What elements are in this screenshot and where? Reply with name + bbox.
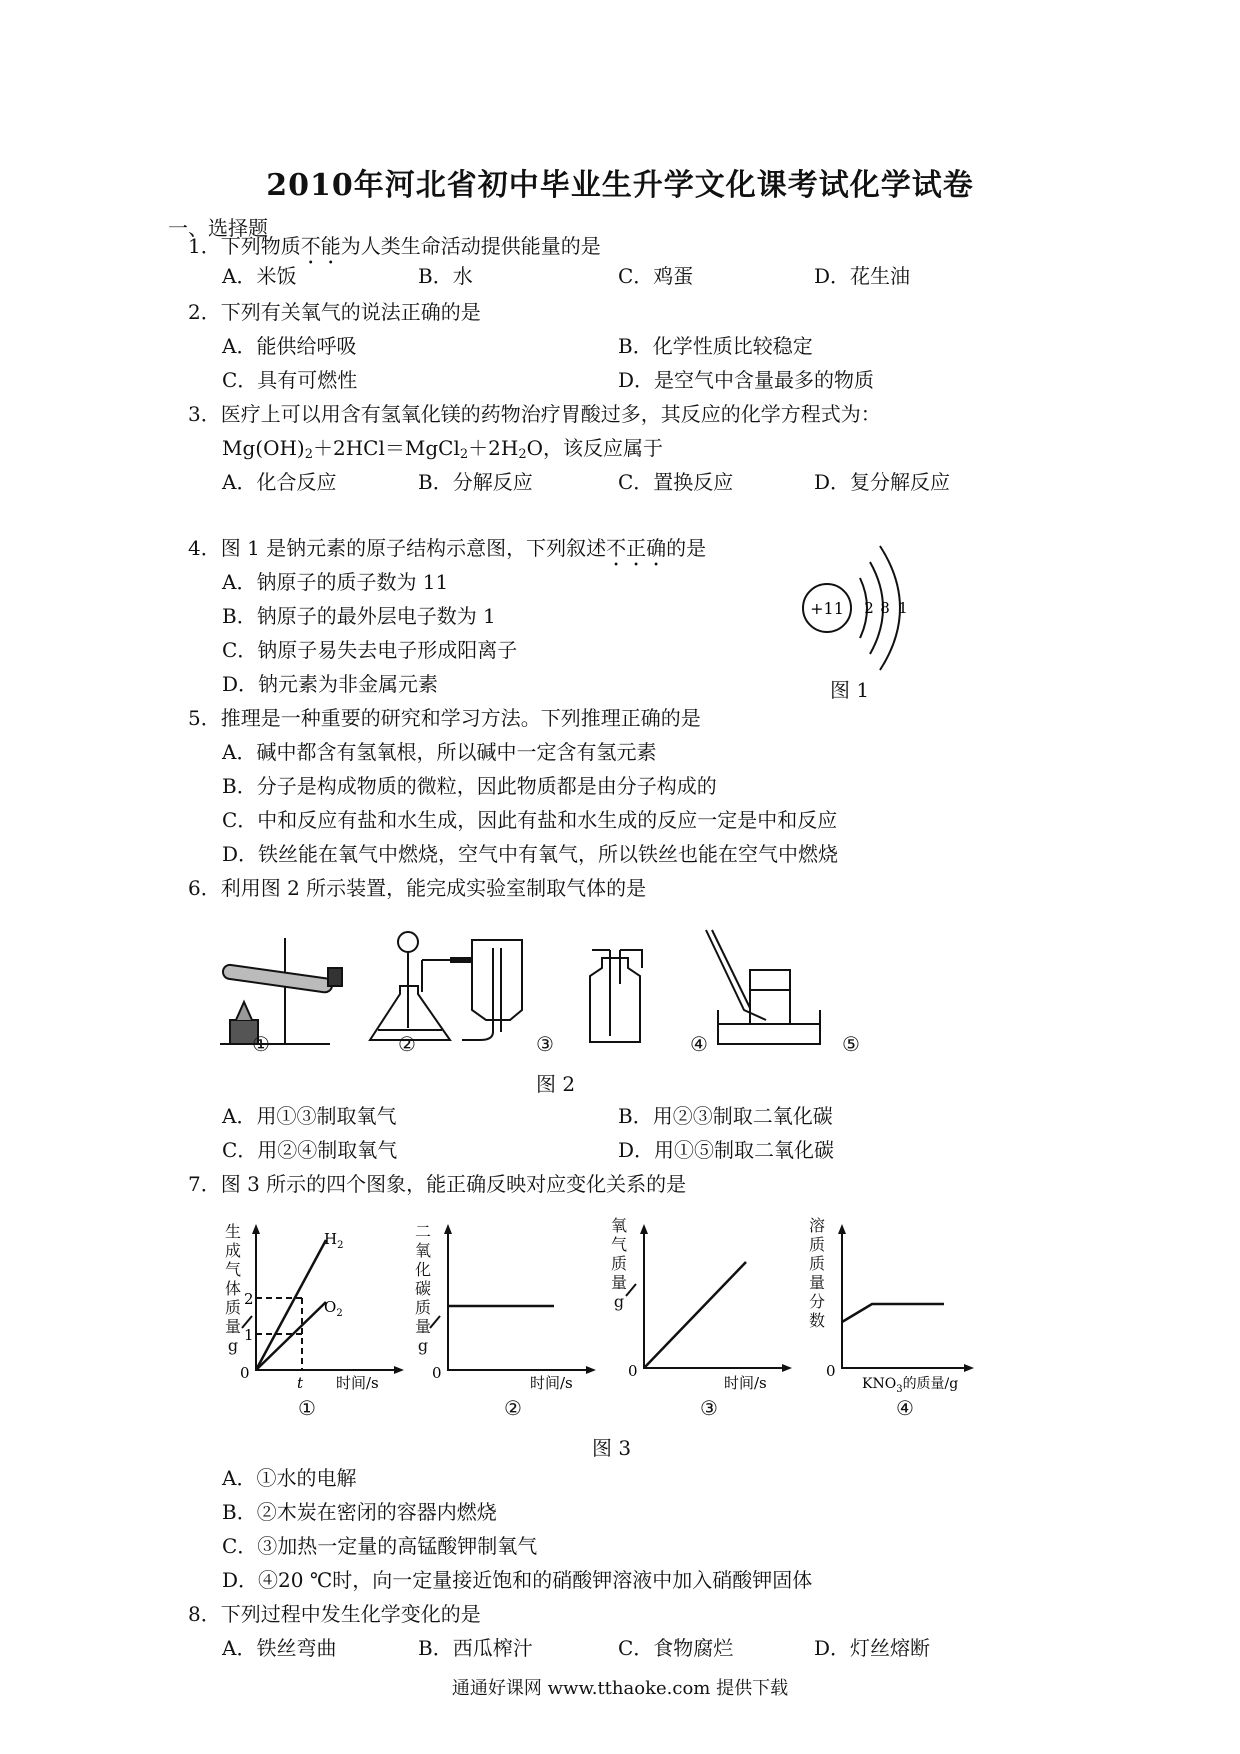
question-3-option-b: B．分解反应 xyxy=(418,470,533,494)
graph-4-axes xyxy=(842,1228,970,1368)
graph-4-y-arrow xyxy=(838,1224,846,1234)
shell-3-electrons: 1 xyxy=(898,599,908,617)
question-3-option-d: D．复分解反应 xyxy=(814,470,951,494)
question-6-option-d: D．用①⑤制取二氧化碳 xyxy=(618,1138,835,1162)
question-6-stem: 6．利用图 2 所示装置，能完成实验室制取气体的是 xyxy=(188,876,647,900)
graph-2-charcoal xyxy=(432,1220,607,1390)
apparatus-label-3: ③ xyxy=(536,1032,554,1056)
graph-1-h2-line xyxy=(256,1240,326,1370)
question-7-option-c: C．③加热一定量的高锰酸钾制氧气 xyxy=(222,1534,538,1558)
question-5-option-b: B．分子是构成物质的微粒，因此物质都是由分子构成的 xyxy=(222,774,717,798)
question-1-number: 1． xyxy=(188,234,221,258)
question-7-option-a: A．①水的电解 xyxy=(222,1466,357,1490)
ylabel-char: 生 xyxy=(224,1222,241,1241)
question-5-option-d: D．铁丝能在氧气中燃烧，空气中有氧气，所以铁丝也能在空气中燃烧 xyxy=(222,842,839,866)
ylabel-char: 量 xyxy=(224,1317,241,1336)
graph-1-origin: 0 xyxy=(240,1364,250,1382)
ylabel-char: 溶 xyxy=(808,1216,825,1235)
graph-4-ylabel xyxy=(806,1216,828,1330)
h2-sub: 2 xyxy=(337,1240,344,1251)
question-8-option-b: B．西瓜榨汁 xyxy=(418,1636,533,1660)
graph-3-number: ③ xyxy=(700,1396,718,1420)
graph-4-xlabel xyxy=(862,1376,958,1395)
apparatus-3-inverted-bottle xyxy=(462,940,522,1040)
question-6-option-b: B．用②③制取二氧化碳 xyxy=(618,1104,833,1128)
question-7-option-b: B．②木炭在密闭的容器内燃烧 xyxy=(222,1500,497,1524)
question-4-post: 的是 xyxy=(666,536,707,560)
ylabel-char: 质 xyxy=(808,1235,825,1254)
graph-3-line xyxy=(644,1262,746,1368)
question-8-option-a: A．铁丝弯曲 xyxy=(222,1636,337,1660)
equation-subscript: 2 xyxy=(304,447,314,462)
graph-2-slash xyxy=(430,1316,440,1328)
o2-sub: 2 xyxy=(336,1308,343,1319)
ylabel-char: 体 xyxy=(224,1279,241,1298)
graph-2-y-arrow xyxy=(444,1224,452,1234)
question-3-option-a: A．化合反应 xyxy=(222,470,337,494)
apparatus-1-heating-tube xyxy=(220,938,342,1044)
xlabel-rest: 的质量/g xyxy=(902,1376,959,1392)
question-4-option-b: B．钠原子的最外层电子数为 1 xyxy=(222,604,496,628)
graph-1-tick-1: 1 xyxy=(244,1326,254,1344)
question-4-emphasis: 不正确 xyxy=(606,536,667,560)
ylabel-char: 气 xyxy=(224,1260,241,1279)
question-1-option-d: D．花生油 xyxy=(814,264,911,288)
graph-4-number: ④ xyxy=(896,1396,914,1420)
graph-3-permanganate xyxy=(628,1220,803,1390)
apparatus-label-1: ① xyxy=(252,1032,270,1056)
graph-2-xlabel: 时间/s xyxy=(530,1374,573,1392)
question-2-option-c: C．具有可燃性 xyxy=(222,368,358,392)
ylabel-char: 分 xyxy=(808,1292,825,1311)
page-title: 2010年河北省初中毕业生升学文化课考试化学试卷 xyxy=(266,168,974,203)
question-1-option-c: C．鸡蛋 xyxy=(618,264,694,288)
figure-1-label: 图 1 xyxy=(830,678,870,702)
ylabel-char: 碳 xyxy=(414,1279,431,1298)
graph-1-y-arrow xyxy=(252,1224,260,1234)
graph-1-o2-label xyxy=(324,1298,343,1319)
section-heading: 一、选择题 xyxy=(168,216,268,240)
question-1-emphasis: 不能 xyxy=(300,234,341,258)
equation-part: Mg(OH) xyxy=(222,436,305,460)
question-1-pre: 下列物质 xyxy=(220,234,301,258)
kno3-text: KNO xyxy=(862,1376,897,1392)
graph-2-x-arrow xyxy=(586,1366,596,1374)
equation-part: O，该反应属于 xyxy=(526,436,664,460)
nucleus-charge: +11 xyxy=(810,599,844,618)
apparatus-figure xyxy=(210,920,1110,1070)
apparatus-4-gas-bottle xyxy=(590,950,642,1042)
question-7-option-d: D．④20 ℃时，向一定量接近饱和的硝酸钾溶液中加入硝酸钾固体 xyxy=(222,1568,813,1592)
question-2-option-d: D．是空气中含量最多的物质 xyxy=(618,368,875,392)
graph-1-h2-label xyxy=(324,1230,343,1251)
shell-1-electrons: 2 xyxy=(864,599,874,617)
question-8-option-d: D．灯丝熔断 xyxy=(814,1636,931,1660)
question-7-stem: 7．图 3 所示的四个图象，能正确反映对应变化关系的是 xyxy=(188,1172,687,1196)
ylabel-char: 量 xyxy=(414,1317,431,1336)
question-6-option-c: C．用②④制取氧气 xyxy=(222,1138,398,1162)
question-4-option-a: A．钠原子的质子数为 11 xyxy=(222,570,449,594)
graph-4-line xyxy=(842,1304,944,1322)
graph-1-t-label: t xyxy=(297,1374,304,1392)
question-1-post: 为人类生命活动提供能量的是 xyxy=(340,234,601,258)
h2-text: H xyxy=(324,1230,338,1248)
ylabel-char: 气 xyxy=(610,1235,627,1254)
ylabel-unit: g xyxy=(227,1336,239,1355)
ylabel-char: 质 xyxy=(808,1254,825,1273)
graph-2-origin: 0 xyxy=(432,1364,442,1382)
ylabel-char: 成 xyxy=(224,1241,241,1260)
graph-2-axes xyxy=(448,1228,592,1370)
question-5-option-a: A．碱中都含有氢氧根，所以碱中一定含有氢元素 xyxy=(222,740,657,764)
o2-text: O xyxy=(324,1298,337,1316)
ylabel-char: 质 xyxy=(414,1298,431,1317)
ylabel-unit: g xyxy=(613,1292,625,1311)
graph-4-origin: 0 xyxy=(826,1362,836,1380)
apparatus-2-conical-flask xyxy=(370,932,472,1040)
graph-4-x-arrow xyxy=(964,1364,974,1372)
equation-part: ＋2H xyxy=(468,436,519,460)
graph-1-o2-line xyxy=(256,1302,326,1370)
ylabel-char: 氧 xyxy=(610,1216,627,1235)
question-2-option-a: A．能供给呼吸 xyxy=(222,334,357,358)
ylabel-char: 质 xyxy=(224,1298,241,1317)
footer-watermark: 通通好课网 www.tthaoke.com 提供下载 xyxy=(451,1678,789,1699)
question-2-stem: 2．下列有关氧气的说法正确的是 xyxy=(188,300,481,324)
question-5-option-c: C．中和反应有盐和水生成，因此有盐和水生成的反应一定是中和反应 xyxy=(222,808,838,832)
graph-3-slash xyxy=(626,1284,636,1296)
figure-2-label: 图 2 xyxy=(536,1072,576,1096)
shell-2-electrons: 8 xyxy=(880,599,890,617)
graph-3-x-arrow xyxy=(782,1364,792,1372)
question-1-option-b: B．水 xyxy=(418,264,473,288)
question-2-option-b: B．化学性质比较稳定 xyxy=(618,334,813,358)
question-5-stem: 5．推理是一种重要的研究和学习方法。下列推理正确的是 xyxy=(188,706,701,730)
ylabel-char: 二 xyxy=(414,1222,431,1241)
ylabel-char: 化 xyxy=(414,1260,431,1279)
apparatus-label-2: ② xyxy=(398,1032,416,1056)
graph-1-electrolysis xyxy=(240,1220,420,1390)
question-4-option-d: D．钠元素为非金属元素 xyxy=(222,672,439,696)
question-4-stem xyxy=(188,536,706,571)
question-1-option-a: A．米饭 xyxy=(222,264,297,288)
question-3-stem: 3．医疗上可以用含有氢氧化镁的药物治疗胃酸过多，其反应的化学方程式为： xyxy=(188,402,881,426)
ylabel-char: 量 xyxy=(610,1273,627,1292)
equation-subscript: 2 xyxy=(459,447,469,462)
graph-3-y-arrow xyxy=(640,1224,648,1234)
question-3-option-c: C．置换反应 xyxy=(618,470,734,494)
question-6-option-a: A．用①③制取氧气 xyxy=(222,1104,397,1128)
question-8-option-c: C．食物腐烂 xyxy=(618,1636,734,1660)
graph-4-nitrate xyxy=(826,1220,988,1395)
question-8-stem: 8．下列过程中发生化学变化的是 xyxy=(188,1602,481,1626)
ylabel-char: 质 xyxy=(610,1254,627,1273)
ylabel-unit: g xyxy=(417,1336,429,1355)
ylabel-char: 数 xyxy=(808,1311,825,1330)
graph-3-origin: 0 xyxy=(628,1362,638,1380)
ylabel-char: 氧 xyxy=(414,1241,431,1260)
graph-2-number: ② xyxy=(504,1396,522,1420)
apparatus-label-5: ⑤ xyxy=(842,1032,860,1056)
graph-1-tick-2: 2 xyxy=(244,1290,254,1308)
graph-3-xlabel: 时间/s xyxy=(724,1374,767,1392)
ylabel-char: 量 xyxy=(808,1273,825,1292)
equation-part: ＋2HCl＝MgCl xyxy=(313,436,460,460)
apparatus-5-water-trough xyxy=(706,930,820,1044)
graph-3-ylabel xyxy=(608,1216,630,1311)
figure-3-label: 图 3 xyxy=(592,1436,632,1460)
question-4-pre: 4．图 1 是钠元素的原子结构示意图，下列叙述 xyxy=(188,536,607,560)
graph-1-xlabel: 时间/s xyxy=(336,1374,379,1392)
graph-1-number: ① xyxy=(298,1396,316,1420)
graph-1-x-arrow xyxy=(394,1366,404,1374)
kno3-sub: 3 xyxy=(896,1384,903,1395)
graph-2-ylabel xyxy=(412,1222,434,1355)
equation-subscript: 2 xyxy=(518,447,527,462)
question-4-option-c: C．钠原子易失去电子形成阳离子 xyxy=(222,638,518,662)
apparatus-label-4: ④ xyxy=(690,1032,708,1056)
question-3-equation xyxy=(222,436,663,460)
